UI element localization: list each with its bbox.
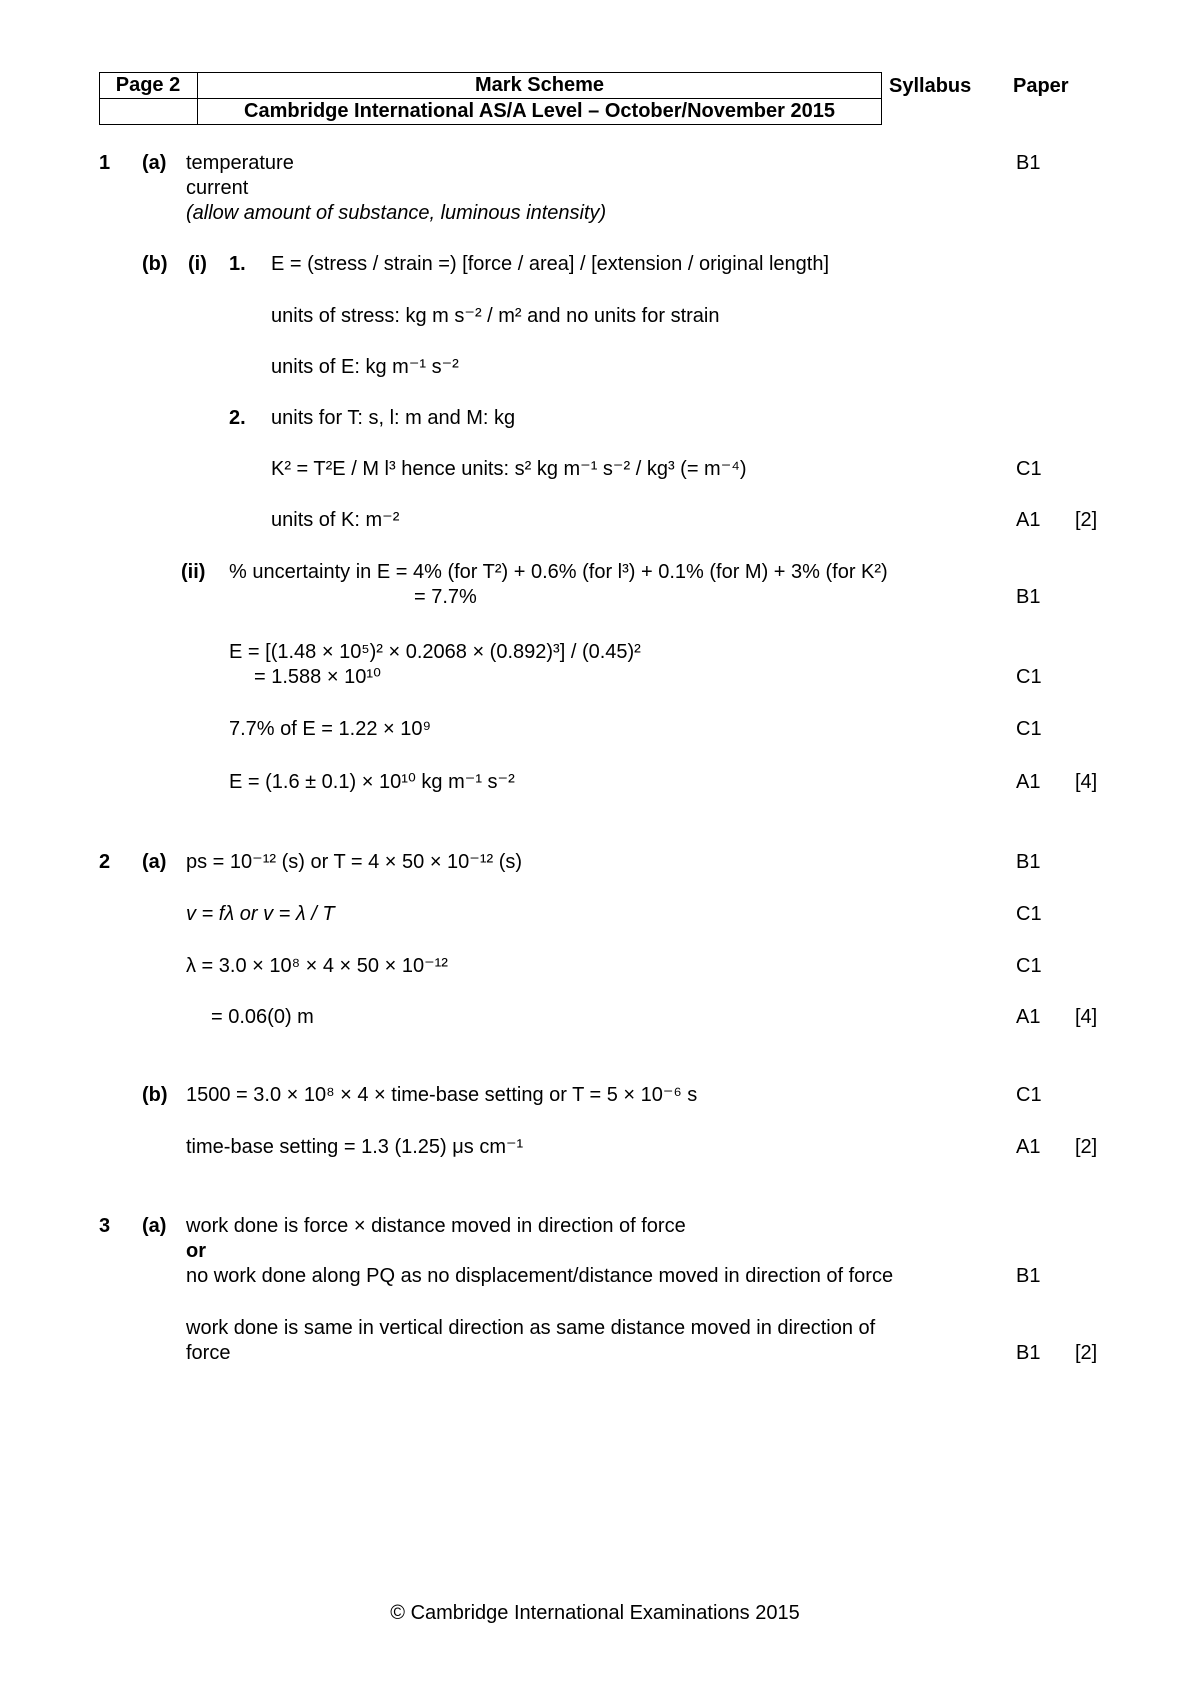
q1a-label: (a) (142, 152, 167, 174)
q3-number: 3 (99, 1215, 111, 1237)
q1-K2-units: K² = T²E / M l³ hence units: s² kg m⁻¹ s⁻² / kg³ (= m⁻⁴) (271, 458, 747, 480)
q1-units-K-mark: A1 (1016, 509, 1041, 531)
q1-E-final: E = (1.6 ± 0.1) × 10¹⁰ kg m⁻¹ s⁻² (229, 771, 515, 793)
q2-1500-mark: C1 (1016, 1084, 1042, 1106)
q2a-total: [4] (1075, 1006, 1098, 1028)
q2-v-line: v = fλ or v = λ / T (186, 903, 335, 925)
q2-result-mark: A1 (1016, 1006, 1041, 1028)
q3-line1: work done is force × distance moved in direction of force (186, 1215, 686, 1237)
q1-number: 1 (99, 152, 111, 174)
q1-K2-mark: C1 (1016, 458, 1042, 480)
q1-units-T: units for T: s, l: m and M: kg (271, 407, 516, 429)
header-paper: Paper (1013, 75, 1069, 97)
q2-result-line: = 0.06(0) m (211, 1006, 314, 1028)
q2-number: 2 (99, 851, 111, 873)
q1a-line2: current (186, 177, 249, 199)
q3a-label: (a) (142, 1215, 167, 1237)
q2-v-mark: C1 (1016, 903, 1042, 925)
q1-E-calc-result: = 1.588 × 10¹⁰ (254, 666, 382, 688)
q3-line3-mark: B1 (1016, 1342, 1041, 1364)
header-subtitle: Cambridge International AS/A Level – October/November 2015 (244, 100, 835, 122)
q1bi-label: (i) (188, 253, 207, 275)
q3a-total: [2] (1075, 1342, 1098, 1364)
header-title: Mark Scheme (475, 74, 604, 96)
q1a-line1: temperature (186, 152, 294, 174)
q3-line2-mark: B1 (1016, 1265, 1041, 1287)
q1bii-total: [4] (1075, 771, 1098, 793)
q1-uncertainty-mark: B1 (1016, 586, 1041, 608)
q2-ps-mark: B1 (1016, 851, 1041, 873)
footer-copyright: © Cambridge International Examinations 2015 (390, 1602, 800, 1624)
q1b-label: (b) (142, 253, 168, 275)
q3-line3b: force (186, 1342, 231, 1364)
q1-pct-of-E: 7.7% of E = 1.22 × 10⁹ (229, 718, 432, 740)
q2b-label: (b) (142, 1084, 168, 1106)
q2-1500-line: 1500 = 3.0 × 10⁸ × 4 × time-base setting or T = 5 × 10⁻⁶ s (186, 1084, 698, 1106)
header-syllabus: Syllabus (889, 75, 972, 97)
q3-line3a: work done is same in vertical direction as same distance moved in direction of (186, 1317, 876, 1339)
q1a-mark: B1 (1016, 152, 1041, 174)
q2b-total: [2] (1075, 1136, 1098, 1158)
q1-pct-of-E-mark: C1 (1016, 718, 1042, 740)
q2-lambda-line: λ = 3.0 × 10⁸ × 4 × 50 × 10⁻¹² (186, 955, 448, 977)
q1-units-stress: units of stress: kg m s⁻² / m² and no units for strain (271, 305, 720, 327)
q1-E-calc: E = [(1.48 × 10⁵)² × 0.2068 × (0.892)³] / (0.45)² (229, 641, 641, 663)
header-page: Page 2 (115, 74, 181, 96)
q1-E-final-mark: A1 (1016, 771, 1041, 793)
q3-or: or (186, 1240, 206, 1262)
q1bi-step2: 2. (229, 407, 246, 429)
q2-timebase-mark: A1 (1016, 1136, 1041, 1158)
q2a-label: (a) (142, 851, 167, 873)
q3-line2: no work done along PQ as no displacement/distance moved in direction of force (186, 1265, 894, 1287)
q2-ps-line: ps = 10⁻¹² (s) or T = 4 × 50 × 10⁻¹² (s) (186, 851, 523, 873)
q2-lambda-mark: C1 (1016, 955, 1042, 977)
q1bi-total: [2] (1075, 509, 1098, 531)
q1-uncertainty-result: = 7.7% (414, 586, 477, 608)
q1bi-step1: 1. (229, 253, 246, 275)
q2-timebase-line: time-base setting = 1.3 (1.25) μs cm⁻¹ (186, 1136, 524, 1158)
q1bii-label: (ii) (181, 561, 206, 583)
q1-units-K: units of K: m⁻² (271, 509, 400, 531)
q1-E-definition: E = (stress / strain =) [force / area] / [extension / original length] (271, 253, 830, 275)
q1-units-E: units of E: kg m⁻¹ s⁻² (271, 356, 459, 378)
q1a-line3: (allow amount of substance, luminous intensity) (186, 202, 607, 224)
q1-uncertainty: % uncertainty in E = 4% (for T²) + 0.6% (for l³) + 0.1% (for M) + 3% (for K²) (229, 561, 888, 583)
q1-E-calc-mark: C1 (1016, 666, 1042, 688)
